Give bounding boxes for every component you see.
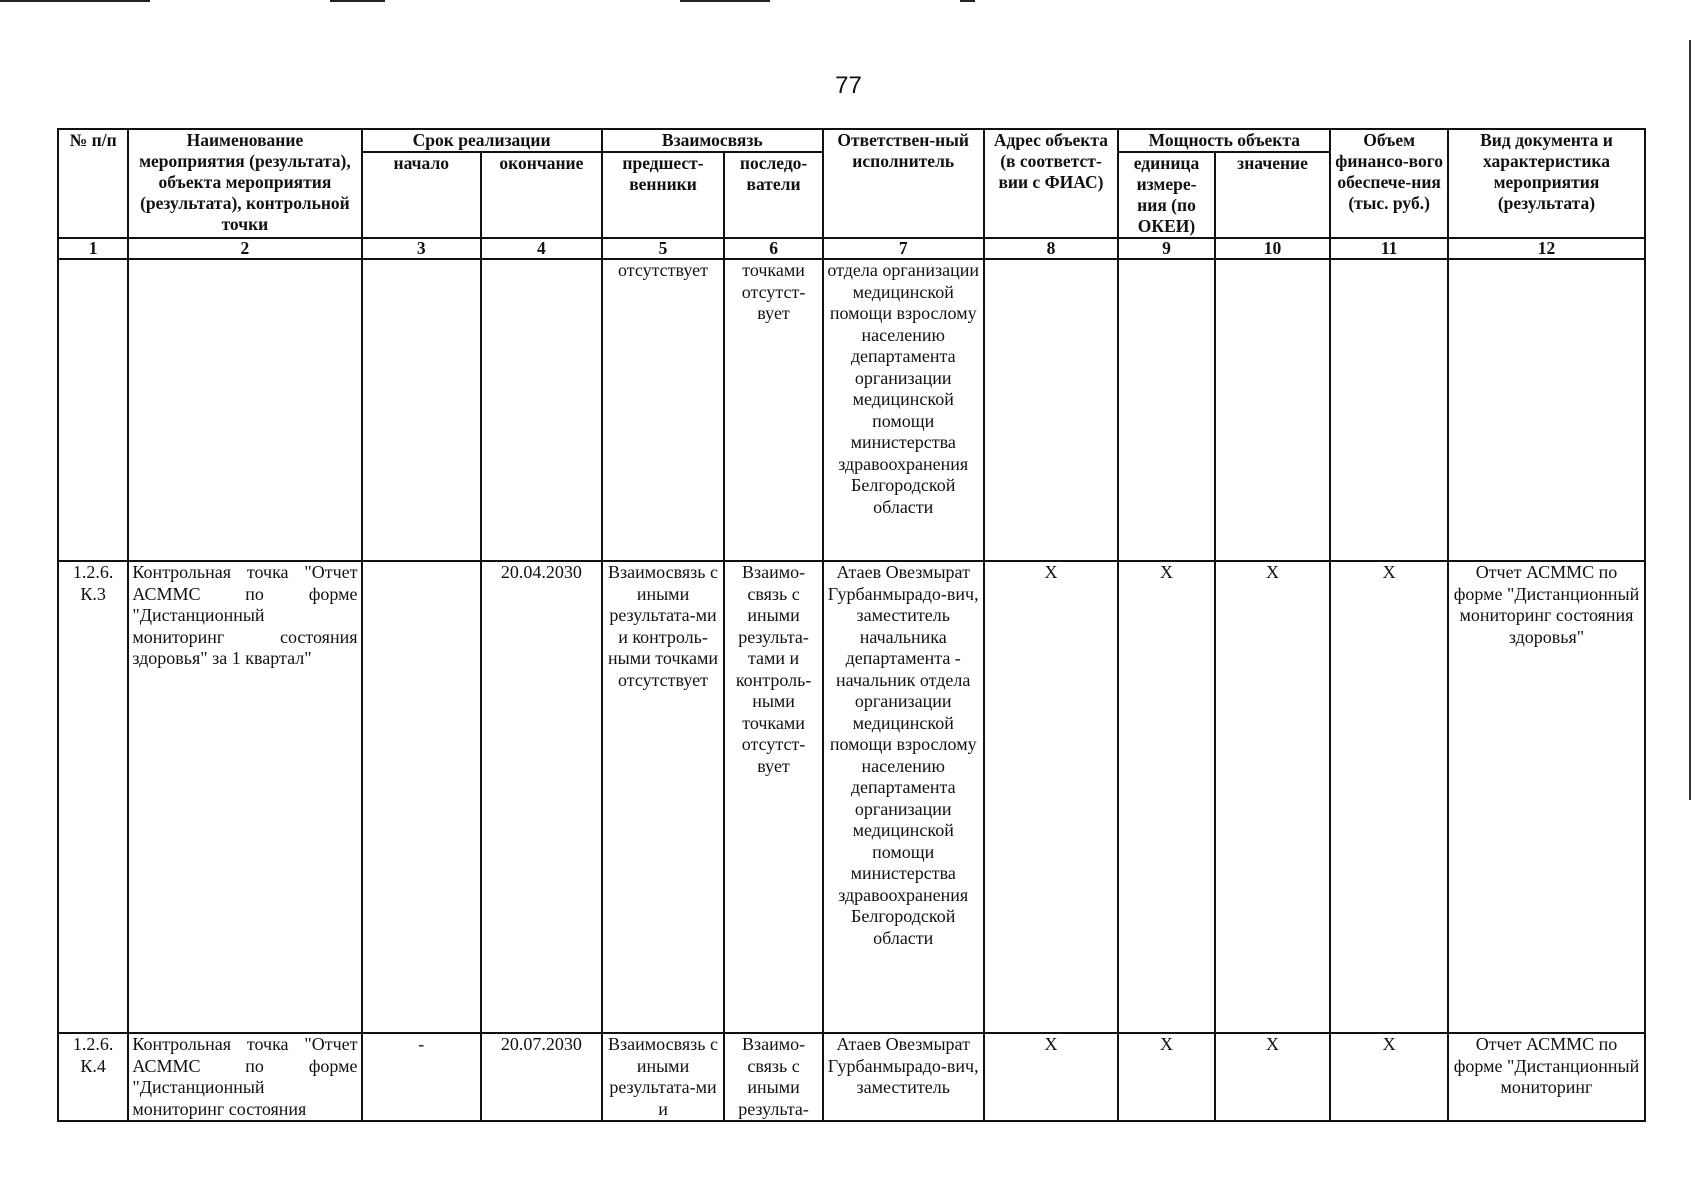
row-unit: X — [1118, 1033, 1214, 1121]
table-row — [58, 1033, 1645, 1121]
col-number: 10 — [1215, 238, 1331, 259]
scan-artifact — [680, 0, 770, 2]
row-successors: точками отсутст-вует — [724, 259, 823, 561]
row-end: 20.07.2030 — [481, 1033, 602, 1121]
scan-artifact — [330, 0, 385, 2]
col-number: 7 — [823, 238, 984, 259]
header-document: Вид документа и характеристика мероприятия (результата) — [1448, 129, 1645, 238]
page-number: 77 — [835, 72, 862, 99]
header-end: окончание — [481, 152, 602, 238]
row-address — [984, 259, 1119, 561]
col-number: 9 — [1118, 238, 1214, 259]
row-document — [1448, 259, 1645, 561]
row-id — [58, 259, 128, 561]
row-predecessors: Взаимосвязь с иными результата-ми и — [602, 1033, 725, 1121]
row-successors: Взаимо-связь с иными результа-тами и контроль-ными точками отсутст-вует — [724, 561, 823, 1033]
header-unit: единица измере-ния (по ОКЕИ) — [1118, 152, 1214, 238]
col-number: 1 — [58, 238, 128, 259]
header-start: начало — [362, 152, 482, 238]
row-unit — [1118, 259, 1214, 561]
row-start — [362, 561, 482, 1033]
header-term: Срок реализации — [362, 129, 602, 152]
scan-edge — [1689, 40, 1691, 800]
header-value: значение — [1215, 152, 1331, 238]
col-number: 5 — [602, 238, 725, 259]
row-address: X — [984, 1033, 1119, 1121]
row-id: 1.2.6. К.3 — [58, 561, 128, 1033]
col-number: 2 — [128, 238, 361, 259]
row-predecessors: отсутствует — [602, 259, 725, 561]
row-value — [1215, 259, 1331, 561]
row-end — [481, 259, 602, 561]
header-row — [58, 129, 1645, 152]
row-successors: Взаимо-связь с иными результа- — [724, 1033, 823, 1121]
row-responsible: Атаев Овезмырат Гурбанмырадо-вич, заместитель — [823, 1033, 984, 1121]
table-row — [58, 561, 1645, 1033]
header-address: Адрес объекта (в соответст-вии с ФИАС) — [984, 129, 1119, 238]
header-number: № п/п — [58, 129, 128, 238]
row-start — [362, 259, 482, 561]
col-number: 11 — [1330, 238, 1448, 259]
row-finance — [1330, 259, 1448, 561]
row-document: Отчет АСММС по форме "Дистанционный мониторинг — [1448, 1033, 1645, 1121]
col-number: 4 — [481, 238, 602, 259]
table-row — [58, 259, 1645, 561]
row-document: Отчет АСММС по форме "Дистанционный мониторинг состояния здоровья" — [1448, 561, 1645, 1033]
header-responsible: Ответствен-ный исполнитель — [823, 129, 984, 238]
col-number: 6 — [724, 238, 823, 259]
row-value: X — [1215, 1033, 1331, 1121]
row-name — [128, 259, 361, 561]
header-link: Взаимосвязь — [602, 129, 823, 152]
row-finance: X — [1330, 561, 1448, 1033]
row-end: 20.04.2030 — [481, 561, 602, 1033]
row-name: Контрольная точка "Отчет АСММС по форме "Дистанционный мониторинг состояния — [128, 1033, 361, 1121]
column-number-row — [58, 238, 1645, 259]
col-number: 12 — [1448, 238, 1645, 259]
scan-artifact — [960, 0, 975, 2]
header-name: Наименование мероприятия (результата), объекта мероприятия (результата), контрольной точки — [128, 129, 361, 238]
row-predecessors: Взаимосвязь с иными результата-ми и контроль-ными точками отсутствует — [602, 561, 725, 1033]
plan-table — [57, 128, 1646, 1122]
scan-artifact — [0, 0, 150, 2]
col-number: 8 — [984, 238, 1119, 259]
header-predecessors: предшест-венники — [602, 152, 725, 238]
row-finance: X — [1330, 1033, 1448, 1121]
row-value: X — [1215, 561, 1331, 1033]
header-successors: последо-ватели — [724, 152, 823, 238]
row-unit: X — [1118, 561, 1214, 1033]
row-responsible: Атаев Овезмырат Гурбанмырадо-вич, заместитель начальника департамента - начальник отдела организации медицинской помощи взрослому населению департамента организации медицинской помощи министерства здравоохранения Белгородской области — [823, 561, 984, 1033]
row-id: 1.2.6. К.4 — [58, 1033, 128, 1121]
col-number: 3 — [362, 238, 482, 259]
row-name: Контрольная точка "Отчет АСММС по форме "Дистанционный мониторинг состояния здоровья" за 1 квартал" — [128, 561, 361, 1033]
header-finance: Объем финансо-вого обеспече-ния (тыс. руб.) — [1330, 129, 1448, 238]
row-start: - — [362, 1033, 482, 1121]
row-responsible: отдела организации медицинской помощи взрослому населению департамента организации медицинской помощи министерства здравоохранения Белгородской области — [823, 259, 984, 561]
header-capacity: Мощность объекта — [1118, 129, 1330, 152]
row-address: X — [984, 561, 1119, 1033]
